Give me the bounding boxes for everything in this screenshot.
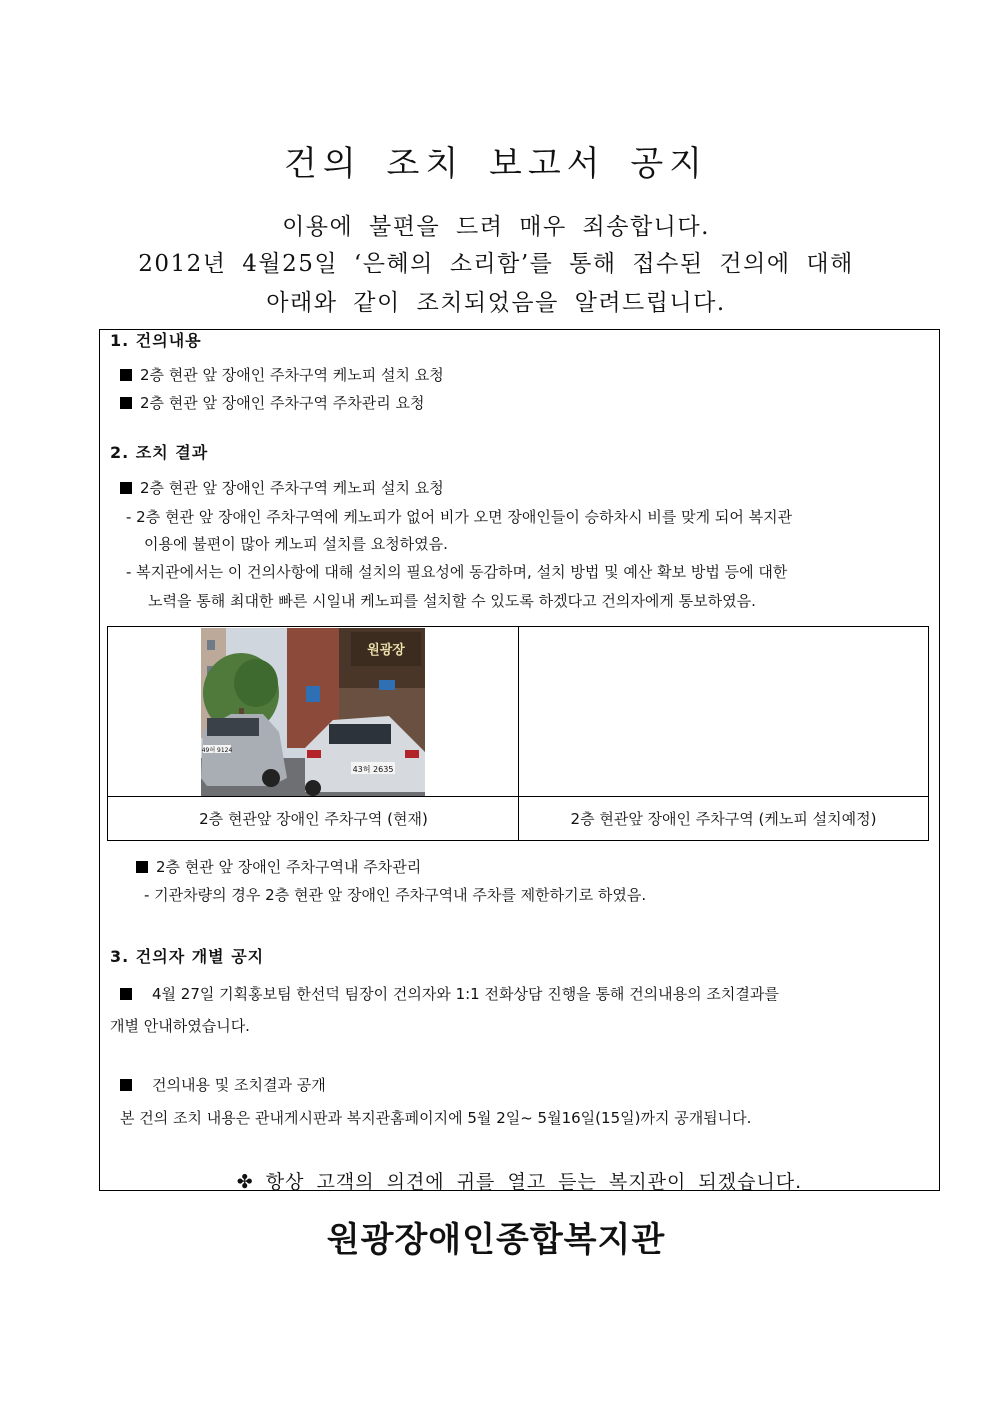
square-bullet-icon	[120, 482, 132, 494]
section2-dash-1-line-1: - 2층 현관 앞 장애인 주차구역에 케노피가 없어 비가 오면 장애인들이 승하차시 비를 맞게 되어 복지관	[126, 508, 793, 526]
report-box	[99, 329, 940, 1191]
section2-item-2-dash: - 기관차량의 경우 2층 현관 앞 장애인 주차구역내 주차를 제한하기로 하였음.	[144, 886, 647, 904]
section2-heading: 2. 조치 결과	[110, 443, 209, 462]
section3-heading: 3. 건의자 개별 공지	[110, 947, 265, 966]
section3-line-2: 개별 안내하였습니다.	[110, 1017, 250, 1035]
photo-table	[107, 626, 929, 841]
intro-line-2: 2012년 4월25일 ‘은혜의 소리함’를 통해 접수된 건의에 대해	[138, 251, 854, 277]
closing-message: ✤ 항상 고객의 의견에 귀를 열고 듣는 복지관이 되겠습니다.	[236, 1171, 803, 1193]
section3-line-1: 4월 27일 기획홍보팀 한선덕 팀장이 건의자와 1:1 전화상담 진행을 통해 건의내용의 조치결과를	[120, 985, 779, 1003]
plate-right: 43허 2635	[352, 765, 394, 774]
parking-lot-photo	[201, 628, 425, 796]
disclosure-heading: 건의내용 및 조치결과 공개	[120, 1076, 326, 1094]
section2-dash-2-line-1: - 복지관에서는 이 건의사항에 대해 설치의 필요성에 동감하며, 설치 방법 및 예산 확보 방법 등에 대한	[126, 563, 788, 581]
disclosure-text: 본 건의 조치 내용은 관내게시판과 복지관홈페이지에 5월 2일~ 5월16일(15일)까지 공개됩니다.	[120, 1109, 752, 1127]
section2-item-1: 2층 현관 앞 장애인 주차구역 케노피 설치 요청	[120, 479, 444, 497]
document-title: 건의 조치 보고서 공지	[283, 144, 709, 184]
section1-item-1: 2층 현관 앞 장애인 주차구역 케노피 설치 요청	[120, 366, 444, 384]
square-bullet-icon	[120, 988, 132, 1000]
photo-caption-planned: 2층 현관앞 장애인 주차구역 (케노피 설치예정)	[570, 810, 877, 828]
photo-caption-current: 2층 현관앞 장애인 주차구역 (현재)	[199, 810, 428, 828]
section2-item-2: 2층 현관 앞 장애인 주차구역내 주차관리	[136, 858, 421, 876]
sign-text: 원광장	[367, 643, 405, 658]
square-bullet-icon	[136, 861, 148, 873]
intro-line-3: 아래와 같이 조치되었음을 알려드립니다.	[266, 290, 726, 316]
intro-line-1: 이용에 불편을 드려 매우 죄송합니다.	[282, 214, 710, 240]
section1-item-2: 2층 현관 앞 장애인 주차구역 주차관리 요청	[120, 394, 424, 412]
section2-dash-2-line-2: 노력을 통해 최대한 빠른 시일내 케노피를 설치할 수 있도록 하겠다고 건의자에게 통보하였음.	[148, 592, 756, 610]
plate-left: 49허 9124	[201, 747, 233, 754]
section1-heading: 1. 건의내용	[110, 331, 202, 350]
organization-name: 원광장애인종합복지관	[326, 1220, 666, 1260]
section2-dash-1-line-2: 이용에 불편이 많아 케노피 설치를 요청하였음.	[144, 535, 448, 553]
square-bullet-icon	[120, 397, 132, 409]
square-bullet-icon	[120, 1079, 132, 1091]
square-bullet-icon	[120, 369, 132, 381]
